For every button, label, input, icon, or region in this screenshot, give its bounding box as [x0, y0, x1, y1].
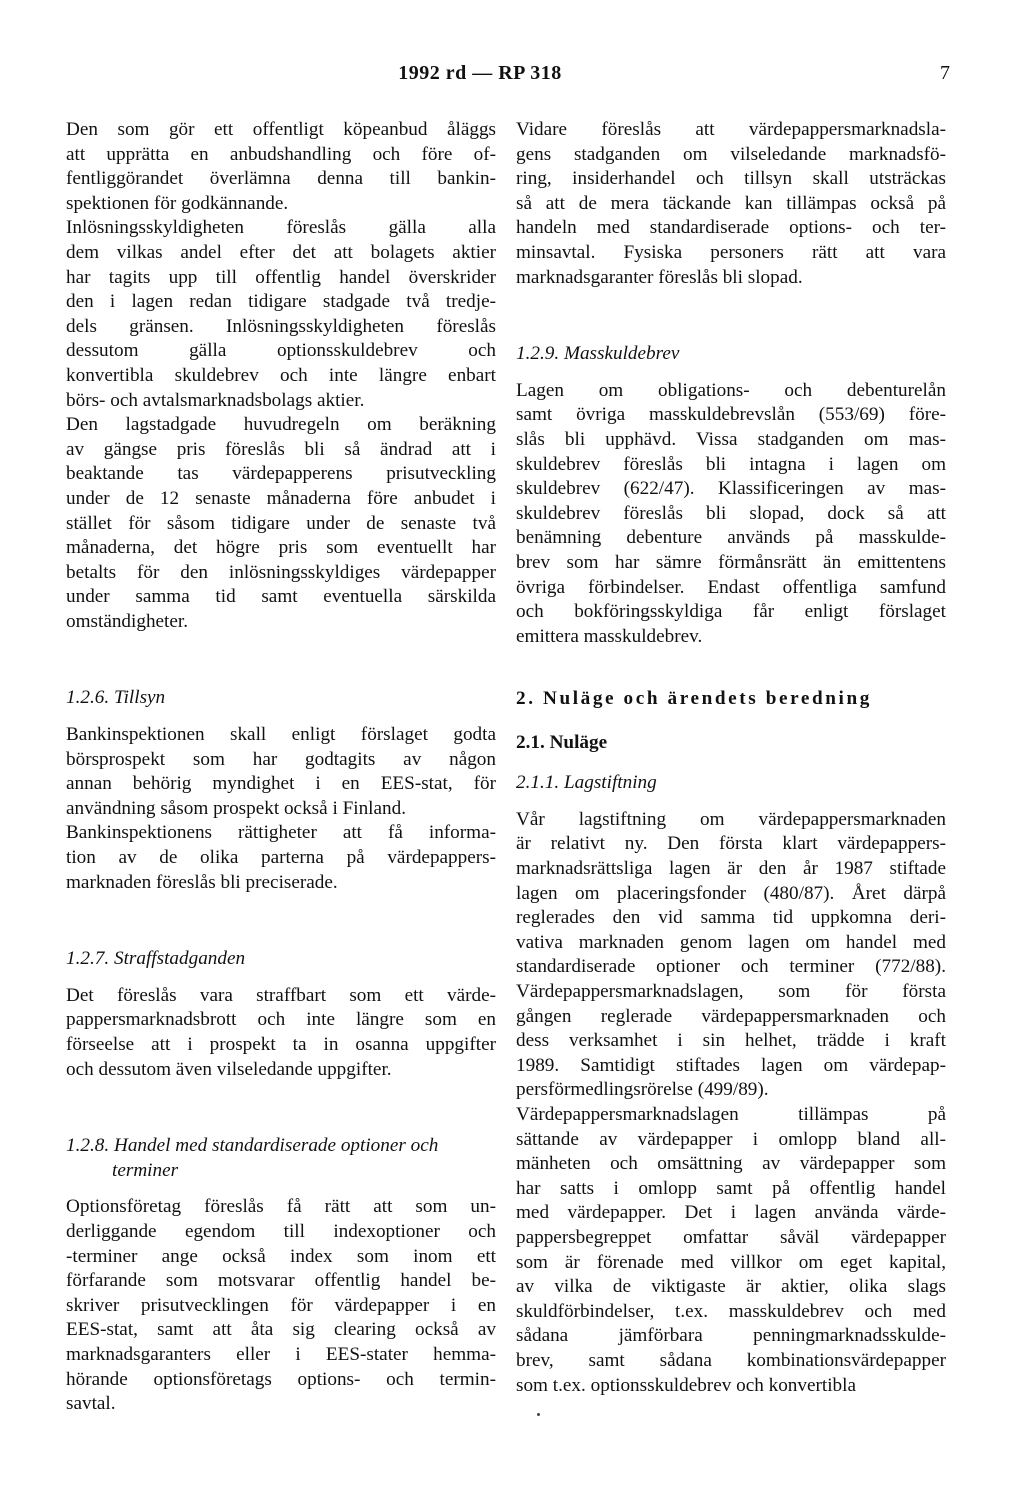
text-line: sådana jämförbara penningmarknadsskulde- [516, 1325, 946, 1347]
page-header [0, 62, 1024, 92]
paragraph [516, 1103, 946, 1398]
section-title: Handel med standardiserade optioner och [113, 1135, 439, 1157]
page-number: 7 [940, 62, 950, 84]
section-number: 1.2.6. [66, 687, 110, 709]
text-line: dessutom gälla optionsskuldebrev och [66, 340, 496, 362]
text-line: att upprätta en anbudshandling och före of- [66, 143, 496, 165]
paragraph [516, 379, 946, 650]
text-line: konvertibla skuldebrev och inte längre enbart [66, 364, 496, 386]
text-line: pappersmarknadsbrott och inte längre som en [66, 1009, 496, 1031]
right-column [516, 118, 946, 1398]
section-heading-1-2-9 [516, 342, 946, 367]
text-line: Värdepappersmarknadslagen, som för första [516, 981, 946, 1003]
text-line: gens stadganden om vilseledande marknadsfö- [516, 143, 946, 165]
left-column [66, 118, 496, 1417]
subchapter-heading: 2.1. Nuläge [516, 732, 608, 754]
text-line: Optionsföretag föreslås få rätt att som un- [66, 1196, 496, 1218]
text-line: EES-stat, samt att åta sig clearing också av [66, 1319, 496, 1341]
text-line: dem vilkas andel efter det att bolagets aktier [66, 241, 496, 263]
section-heading-1-2-6 [66, 686, 496, 711]
section-heading-cont [66, 1159, 496, 1184]
text-line: Det föreslås vara straffbart som ett värde- [66, 984, 496, 1006]
text-line: lagen om placeringsfonder (480/87). Året därpå [516, 882, 946, 904]
text-line: brev som har sämre förmånsrätt än emittentens [516, 551, 946, 573]
text-line: Den lagstadgade huvudregeln om beräkning [66, 414, 496, 436]
text-line: skuldebrev (622/47). Klassificeringen av mas- [516, 478, 946, 500]
text-line: skriver prisutvecklingen för värdepapper i en [66, 1294, 496, 1316]
text-line: dess verksamhet i sin helhet, trädde i kraft [516, 1030, 946, 1052]
text-line: slås bli upphävd. Vissa stadganden om mas- [516, 428, 946, 450]
text-line: sättande av värdepapper i omlopp bland all- [516, 1128, 946, 1150]
text-line: spektionen för godkännande. [66, 192, 289, 214]
text-line: skuldförbindelser, t.ex. masskuldebrev och med [516, 1300, 946, 1322]
text-line: börsprospekt som har godtagits av någon [66, 748, 496, 770]
text-line: -terminer ange också index som inom ett [66, 1245, 496, 1267]
text-line: Bankinspektionens rättigheter att få informa- [66, 822, 496, 844]
text-line: marknadsgaranters eller i EES-stater hemma- [66, 1343, 496, 1365]
text-line: har tagits upp till offentlig handel överskrider [66, 266, 496, 288]
spacer [66, 1082, 496, 1134]
paragraph [66, 216, 496, 413]
text-line: har satts i omlopp samt på offentlig handel [516, 1177, 946, 1199]
text-line: under de 12 senaste månaderna före anbudet i [66, 487, 496, 509]
paragraph [66, 413, 496, 634]
text-line: börs- och avtalsmarknadsbolags aktier. [66, 389, 365, 411]
spacer [516, 796, 946, 808]
spacer [516, 290, 946, 342]
paragraph [66, 984, 496, 1082]
text-line: benämning debenture används på masskulde- [516, 527, 946, 549]
section-heading-1-2-7 [66, 947, 496, 972]
section-heading-1-2-8 [66, 1134, 496, 1159]
text-line: förseelse att i prospekt ta in osanna uppgifter [66, 1034, 496, 1055]
text-line: handeln med standardiserade options- och ter- [516, 217, 946, 239]
text-line: marknadsgaranter föreslås bli slopad. [516, 266, 803, 288]
text-line: Vår lagstiftning om värdepappersmarknaden [516, 808, 946, 830]
paragraph [516, 808, 946, 1103]
text-line: pappersbegreppet omfattar såväl värdepapper [516, 1226, 946, 1248]
text-line: övriga förbindelser. Endast offentliga samfund [516, 576, 946, 598]
text-line: hörande optionsföretags options- och termin- [66, 1368, 496, 1390]
text-line: och dessutom även vilseledande uppgifter. [66, 1058, 392, 1080]
text-line: samt övriga masskuldebrevslån (553/69) före- [516, 404, 946, 426]
spacer [66, 1183, 496, 1195]
text-line: Inlösningsskyldigheten föreslås gälla alla [66, 217, 496, 239]
section-title: Masskuldebrev [563, 343, 680, 365]
section-title: Tillsyn [113, 687, 166, 709]
section-number: 1.2.7. [66, 948, 110, 970]
text-line: savtal. [66, 1393, 116, 1415]
text-line: stället för såsom tidigare under de senaste två [66, 512, 496, 534]
text-line: Den som gör ett offentligt köpeanbud åläggs [66, 119, 496, 140]
text-line: så att de mera täckande kan tillämpas också på [516, 192, 946, 214]
text-line: standardiserade optioner och terminer (772/88). [516, 956, 946, 978]
text-line: skuldebrev föreslås bli intagna i lagen om [516, 453, 946, 475]
stray-mark [537, 1413, 540, 1416]
section-title: Lagstiftning [563, 772, 657, 794]
text-line: och bokföringsskyldiga får enligt förslaget [516, 601, 946, 623]
section-number: 1.2.9. [516, 343, 560, 365]
text-line: skuldebrev föreslås bli slopad, dock så att [516, 502, 946, 524]
text-line: reglerades den vid samma tid uppkomna deri- [516, 907, 946, 929]
text-line: vativa marknaden genom lagen om handel med [516, 931, 946, 953]
section-number: 1.2.8. [66, 1135, 110, 1157]
text-line: gången reglerade värdepappersmarknaden och [516, 1005, 946, 1027]
text-line: minsavtal. Fysiska personers rätt att vara [516, 241, 946, 263]
header-title: 1992 rd — RP 318 [398, 62, 562, 84]
text-line: med värdepapper. Det i lagen använda värde- [516, 1202, 946, 1224]
text-line: omständigheter. [66, 610, 189, 632]
spacer [66, 634, 496, 686]
text-line: beaktande tas värdepapperens prisutveckling [66, 463, 496, 485]
text-line: är relativt ny. Den första klart värdepappers- [516, 833, 946, 855]
text-line: ring, insiderhandel och tillsyn skall utsträckas [516, 168, 946, 190]
spacer [66, 711, 496, 723]
text-line: marknaden föreslås bli preciserade. [66, 871, 338, 893]
text-line: Vidare föreslås att värdepappersmarknadsla- [516, 119, 946, 140]
section-title-cont: terminer [112, 1159, 179, 1181]
text-line: Lagen om obligations- och debenturelån [516, 379, 946, 401]
chapter-heading: 2. Nuläge och ärendets beredning [516, 688, 872, 710]
paragraph [66, 118, 496, 216]
text-line: som är förenade med villkor om eget kapital, [516, 1251, 946, 1273]
text-line: 1989. Samtidigt stiftades lagen om värdepap- [516, 1054, 946, 1076]
text-line: som t.ex. optionsskuldebrev och konvertibla [516, 1374, 856, 1396]
spacer [66, 972, 496, 984]
text-line: emittera masskuldebrev. [516, 625, 703, 647]
spacer [516, 713, 946, 731]
text-line: månaderna, det högre pris som eventuellt har [66, 537, 496, 559]
spacer [516, 757, 946, 771]
section-title: Straffstadganden [113, 948, 246, 970]
text-line: fentliggörandet överlämna denna till bankin- [66, 168, 496, 190]
text-line: Bankinspektionen skall enligt förslaget godta [66, 724, 496, 746]
text-line: användning såsom prospekt också i Finland. [66, 797, 406, 819]
text-line: marknadsrättsliga lagen är den år 1987 stiftade [516, 858, 946, 880]
section-number: 2.1.1. [516, 772, 560, 794]
paragraph [66, 723, 496, 821]
text-line: av vilka de viktigaste är aktier, olika slags [516, 1276, 946, 1298]
text-line: förfarande som motsvarar offentlig handel be- [66, 1270, 496, 1292]
text-line: Värdepappersmarknadslagen tillämpas på [516, 1104, 946, 1125]
paragraph [66, 821, 496, 895]
text-line: tion av de olika parterna på värdepappers- [66, 847, 496, 869]
paragraph [66, 1195, 496, 1416]
text-line: persförmedlingsrörelse (499/89). [516, 1079, 769, 1101]
paragraph [516, 118, 946, 290]
section-heading-2-1-1 [516, 771, 946, 796]
spacer [66, 895, 496, 947]
spacer [516, 367, 946, 379]
text-line: brev, samt sådana kombinationsvärdepapper [516, 1349, 946, 1371]
text-line: annan behörig myndighet i en EES-stat, för [66, 773, 496, 795]
text-line: av gängse pris föreslås bli så ändrad att i [66, 438, 496, 460]
text-line: derliggande egendom till indexoptioner och [66, 1220, 496, 1242]
text-line: under samma tid samt eventuella särskilda [66, 586, 496, 608]
spacer [516, 649, 946, 687]
text-line: betalts för den inlösningsskyldiges värdepapper [66, 561, 496, 583]
text-line: den i lagen redan tidigare stadgade två tredje- [66, 291, 496, 313]
text-line: dels gränsen. Inlösningsskyldigheten föreslås [66, 315, 496, 337]
text-line: mänheten och omsättning av värdepapper som [516, 1153, 946, 1175]
